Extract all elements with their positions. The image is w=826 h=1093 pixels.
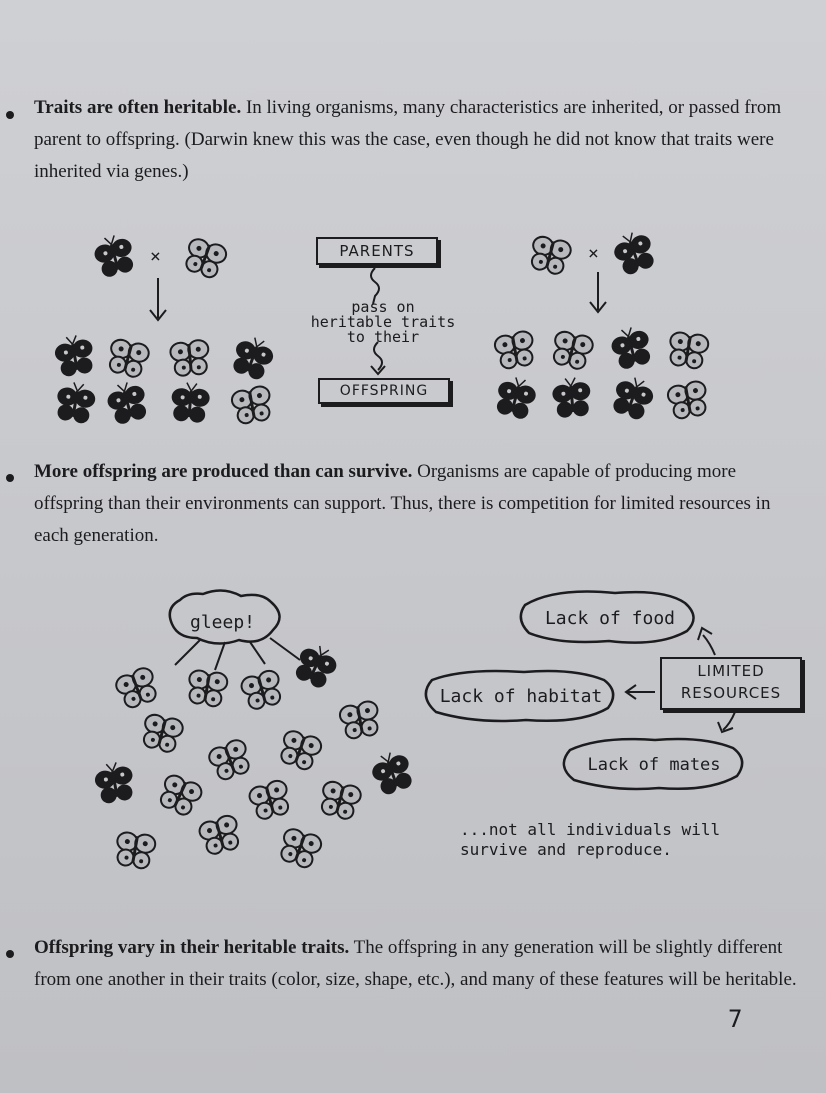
butterfly-icon	[156, 772, 205, 819]
butterfly-icon	[92, 760, 136, 805]
butterfly-icon	[666, 380, 709, 420]
limited-resources-box: LIMITED RESOURCES	[660, 657, 802, 710]
cross-symbol: ×	[150, 246, 161, 267]
survival-note: ...not all individuals will survive and reproduce.	[460, 820, 721, 859]
butterfly-icon	[493, 330, 536, 370]
butterfly-icon	[52, 333, 96, 378]
page-number: 7	[728, 1005, 743, 1033]
butterfly-icon	[527, 234, 573, 277]
butterfly-icon	[139, 712, 185, 755]
butterfly-icon	[551, 376, 592, 418]
butterfly-icon	[666, 330, 709, 370]
arrow-down-icon	[723, 712, 735, 730]
butterfly-icon	[230, 385, 273, 425]
text-heritable: In living organisms, many characteristics are inherited, or passed from parent to offspring. (Darwin knew this was the case, even though he did not know that traits were inherited via genes.)	[34, 97, 782, 182]
butterfly-icon	[170, 339, 211, 376]
butterfly-icon	[610, 228, 659, 278]
cloud-text-habitat: Lack of habitat	[439, 686, 603, 707]
speech-text: gleep!	[190, 612, 256, 633]
speech-lines-icon	[175, 638, 300, 670]
butterfly-icon	[276, 826, 323, 871]
butterfly-icon	[247, 779, 293, 822]
cloud-text-food: Lack of food	[544, 608, 676, 629]
butterfly-icon	[317, 779, 363, 822]
butterfly-icon	[228, 333, 277, 383]
text-variation: The offspring in any generation will be slightly different from one another in their traits (color, size, shape, etc.), and many of these features will be heritable.	[34, 937, 797, 990]
butterfly-icon	[113, 830, 156, 870]
butterfly-icon	[239, 669, 285, 712]
arrow-up-icon	[703, 635, 715, 655]
heading-heritable: Traits are often heritable.	[34, 97, 242, 118]
butterfly-icon	[276, 728, 323, 773]
text-overproduction: Organisms are capable of producing more offspring than their environments can support. Thus, there is competition for limited resources in each generation.	[34, 461, 771, 546]
butterfly-icon	[185, 668, 228, 708]
butterfly-icon	[113, 666, 160, 711]
butterfly-icon	[181, 236, 228, 281]
squiggle-arrow-icon	[374, 342, 382, 370]
butterfly-icon	[608, 324, 655, 372]
butterfly-icon	[338, 700, 381, 740]
cloud-text-mates: Lack of mates	[587, 755, 721, 775]
heading-variation: Offspring vary in their heritable traits.	[34, 937, 350, 958]
butterfly-icon	[291, 640, 342, 691]
butterfly-icon	[170, 381, 211, 423]
butterfly-icon	[91, 232, 138, 280]
butterfly-icon	[104, 379, 151, 427]
butterfly-icon	[197, 814, 243, 857]
butterfly-icon	[206, 738, 253, 783]
cross-symbol: ×	[588, 243, 599, 264]
pass-on-label: pass on heritable traits to their	[310, 298, 456, 346]
parents-box: PARENTS	[316, 237, 438, 265]
heading-overproduction: More offspring are produced than can survive.	[34, 461, 413, 482]
butterfly-icon	[53, 380, 97, 425]
butterfly-icon	[368, 748, 417, 798]
butterfly-icon	[549, 329, 595, 372]
butterfly-icon	[608, 373, 657, 423]
offspring-box: OFFSPRING	[318, 378, 450, 404]
butterfly-icon	[492, 374, 539, 422]
butterfly-icon	[105, 337, 151, 380]
